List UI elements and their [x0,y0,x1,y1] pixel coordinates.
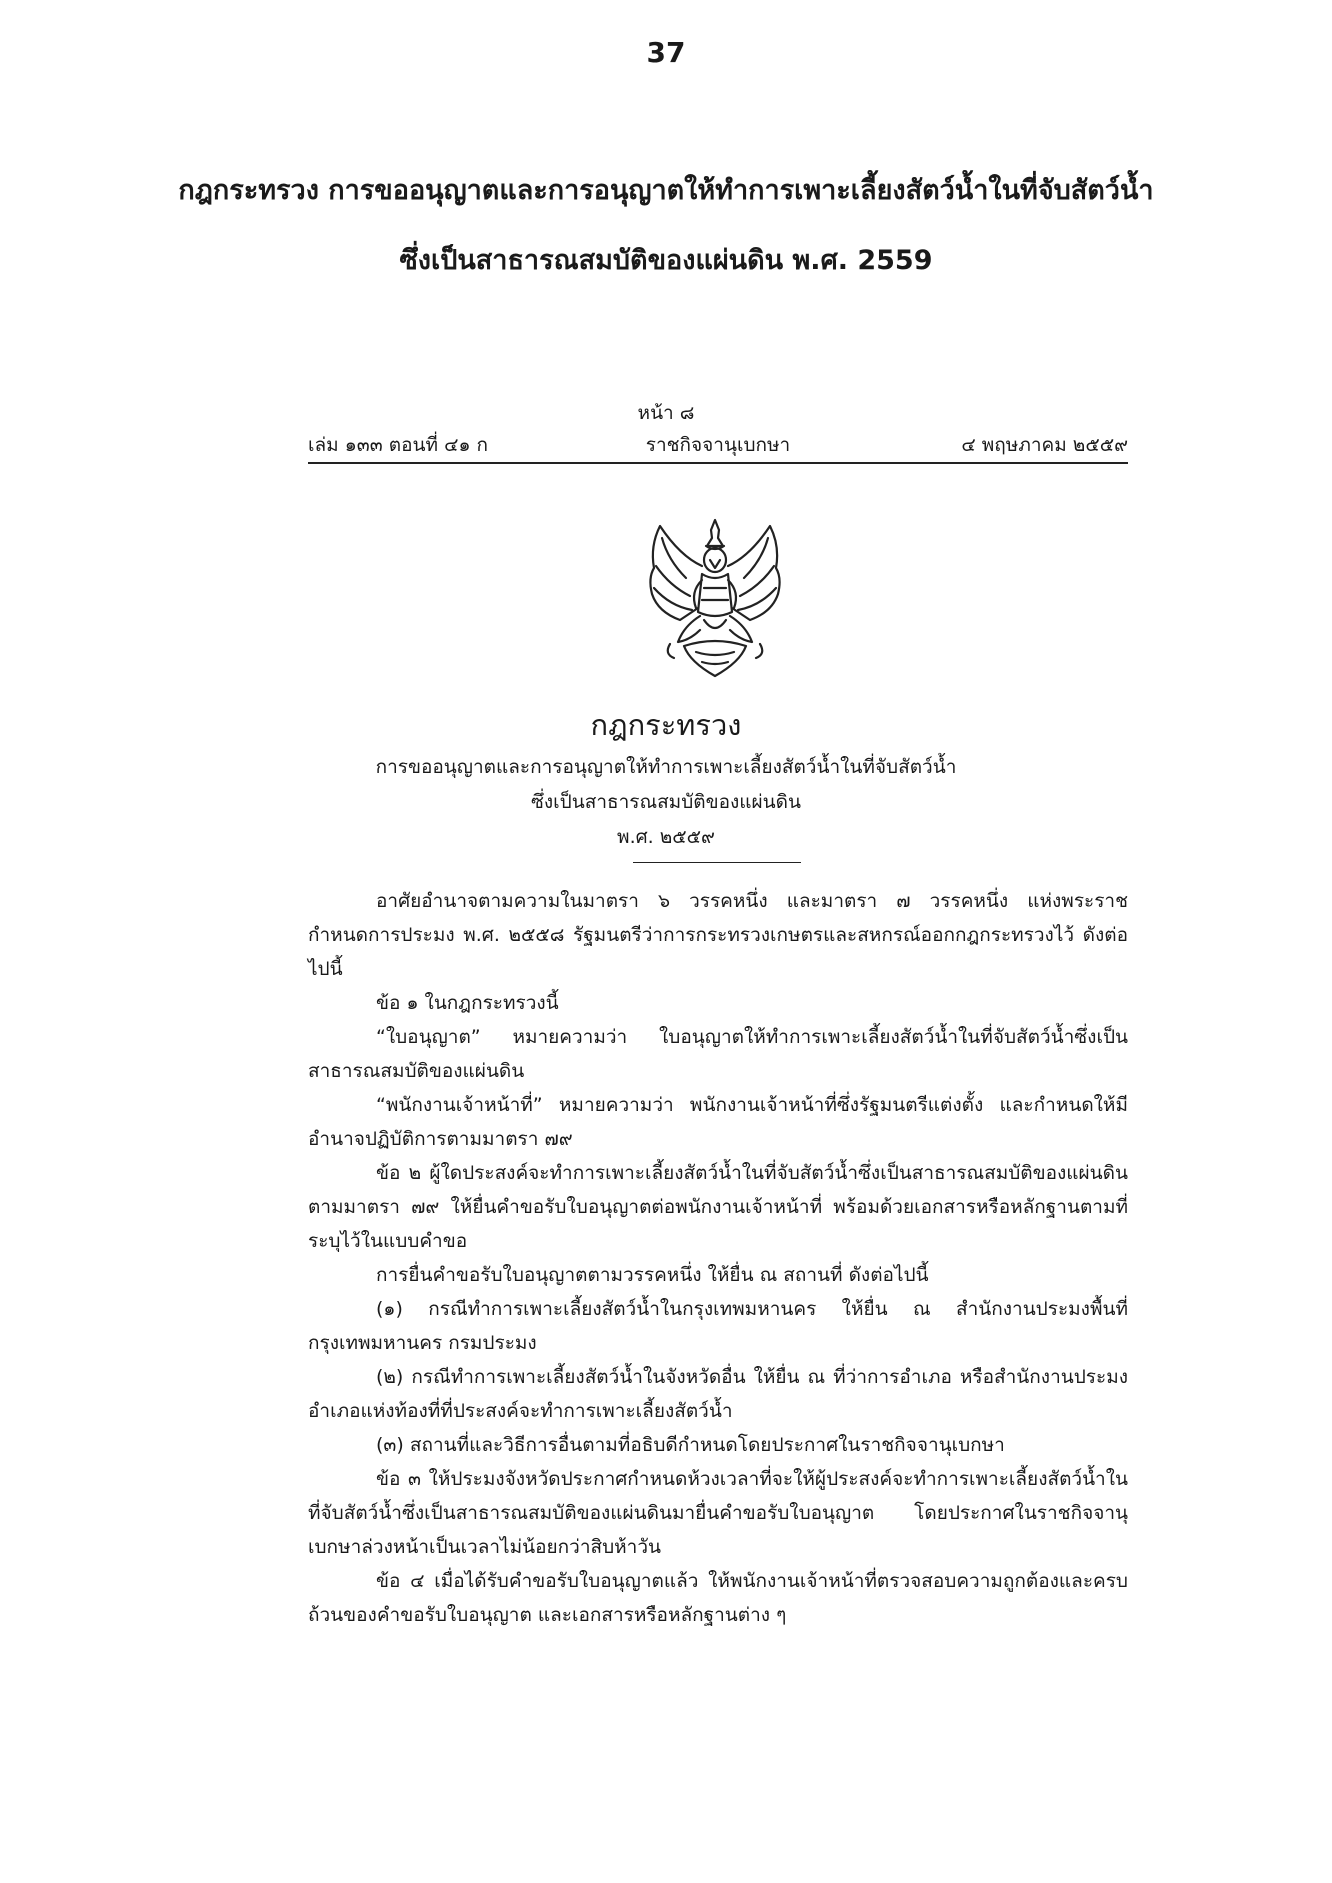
document-title-line-1: กฎกระทรวง การขออนุญาตและการอนุญาตให้ทำการเพาะเลี้ยงสัตว์น้ำในที่จับสัตว์น้ำ [178,175,1154,206]
law-subtitle-2: ซึ่งเป็นสาธารณสมบัติของแผ่นดิน [531,791,801,813]
gazette-page-label: หน้า ๘ [637,402,695,424]
paragraph-submission-places: การยื่นคำขอรับใบอนุญาตตามวรรคหนึ่ง ให้ยื่น ณ สถานที่ ดังต่อไปนี้ [376,1264,929,1286]
document-title-line-2: ซึ่งเป็นสาธารณสมบัติของแผ่นดิน พ.ศ. 2559 [399,245,933,276]
gazette-volume: เล่ม ๑๓๓ ตอนที่ ๔๑ ก [308,434,489,456]
gazette-header [308,428,1128,464]
paragraph-section-4: ข้อ ๔ เมื่อได้รับคำขอรับใบอนุญาตแล้ว ให้พนักงานเจ้าหน้าที่ตรวจสอบความถูกต้องและครบถ้วนของคำขอรับใบอนุญาต และเอกสารหรือหลักฐานต่าง ๆ [308,1570,1128,1626]
page-number: 37 [646,36,686,69]
paragraph-definition-license: “ใบอนุญาต” หมายความว่า ใบอนุญาตให้ทำการเพาะเลี้ยงสัตว์น้ำในที่จับสัตว์น้ำซึ่งเป็นสาธารณสมบัติของแผ่นดิน [308,1026,1128,1082]
garuda-emblem-icon [640,516,790,681]
paragraph-preamble: อาศัยอำนาจตามความในมาตรา ๖ วรรคหนึ่ง และมาตรา ๗ วรรคหนึ่ง แห่งพระราชกำหนดการประมง พ.ศ. ๒๕๕๘ รัฐมนตรีว่าการกระทรวงเกษตรและสหกรณ์ออกกฎกระทรวงไว้ ดังต่อไปนี้ [308,890,1128,980]
paragraph-definition-officer: “พนักงานเจ้าหน้าที่” หมายความว่า พนักงานเจ้าหน้าที่ซึ่งรัฐมนตรีแต่งตั้ง และกำหนดให้มีอำนาจปฏิบัติการตามมาตรา ๗๙ [308,1094,1128,1150]
law-year: พ.ศ. ๒๕๕๙ [617,826,715,848]
paragraph-item-2: (๒) กรณีทำการเพาะเลี้ยงสัตว์น้ำในจังหวัดอื่น ให้ยื่น ณ ที่ว่าการอำเภอ หรือสำนักงานประมงอำเภอแห่งท้องที่ที่ประสงค์จะทำการเพาะเลี้ยงสัตว์น้ำ [308,1366,1128,1422]
law-body [308,884,1128,1632]
gazette-name: ราชกิจจานุเบกษา [645,434,791,456]
paragraph-section-2: ข้อ ๒ ผู้ใดประสงค์จะทำการเพาะเลี้ยงสัตว์น้ำในที่จับสัตว์น้ำซึ่งเป็นสาธารณสมบัติของแผ่นดินตามมาตรา ๗๙ ให้ยื่นคำขอรับใบอนุญาตต่อพนักงานเจ้าหน้าที่ พร้อมด้วยเอกสารหรือหลักฐานตามที่ระบุไว้ในแบบคำขอ [308,1162,1128,1252]
paragraph-item-1: (๑) กรณีทำการเพาะเลี้ยงสัตว์น้ำในกรุงเทพมหานคร ให้ยื่น ณ สำนักงานประมงพื้นที่กรุงเทพมหานคร กรมประมง [308,1298,1128,1354]
law-heading: กฎกระทรวง [590,708,742,742]
paragraph-section-3: ข้อ ๓ ให้ประมงจังหวัดประกาศกำหนดห้วงเวลาที่จะให้ผู้ประสงค์จะทำการเพาะเลี้ยงสัตว์น้ำในที่จับสัตว์น้ำซึ่งเป็นสาธารณสมบัติของแผ่นดินมายื่นคำขอรับใบอนุญาต โดยประกาศในราชกิจจานุเบกษาล่วงหน้าเป็นเวลาไม่น้อยกว่าสิบห้าวัน [308,1468,1128,1558]
law-subtitle-1: การขออนุญาตและการอนุญาตให้ทำการเพาะเลี้ยงสัตว์น้ำในที่จับสัตว์น้ำ [375,756,957,778]
paragraph-section-1: ข้อ ๑ ในกฎกระทรวงนี้ [376,992,559,1014]
paragraph-item-3: (๓) สถานที่และวิธีการอื่นตามที่อธิบดีกำหนดโดยประกาศในราชกิจจานุเบกษา [376,1434,1005,1456]
title-separator [633,862,801,863]
gazette-date: ๔ พฤษภาคม ๒๕๕๙ [961,434,1128,456]
